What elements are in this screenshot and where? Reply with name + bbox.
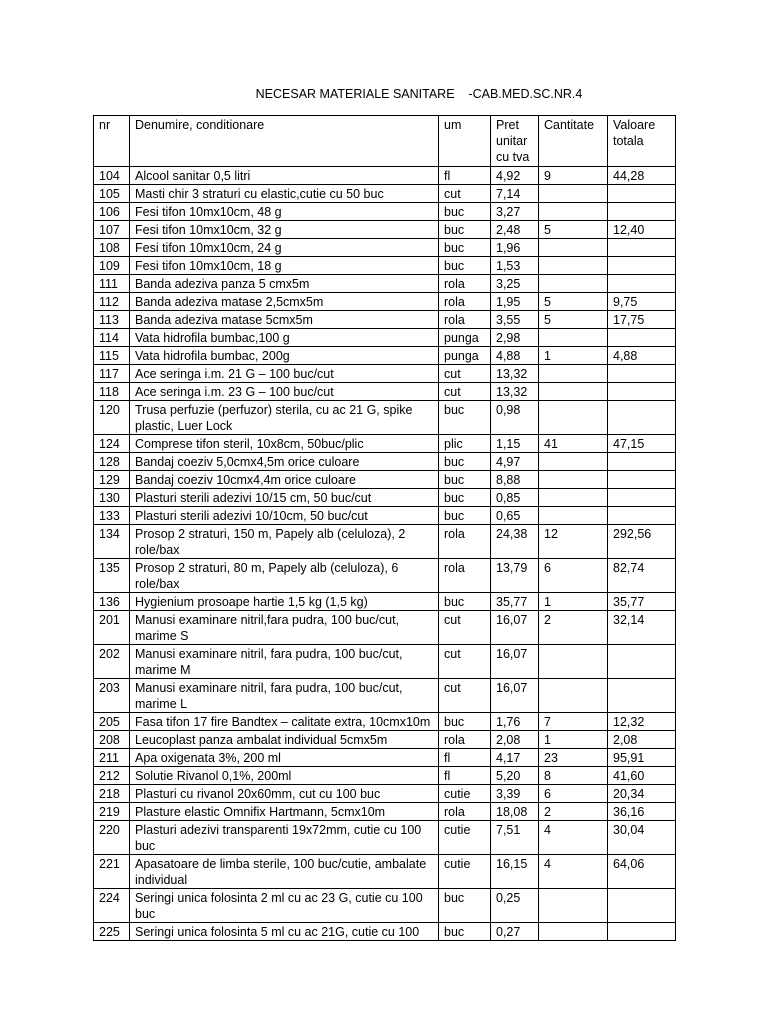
- cell-nr: 107: [94, 221, 130, 239]
- cell-valoare: 9,75: [608, 293, 676, 311]
- cell-pret: 4,97: [491, 453, 539, 471]
- cell-denumire: Fesi tifon 10mx10cm, 48 g: [130, 203, 439, 221]
- cell-denumire: Vata hidrofila bumbac,100 g: [130, 329, 439, 347]
- cell-um: punga: [439, 347, 491, 365]
- cell-cantitate: [539, 453, 608, 471]
- table-row: [94, 713, 676, 731]
- cell-valoare: 47,15: [608, 435, 676, 453]
- cell-denumire: Banda adeziva matase 5cmx5m: [130, 311, 439, 329]
- cell-um: fl: [439, 167, 491, 185]
- cell-um: plic: [439, 435, 491, 453]
- cell-nr: 113: [94, 311, 130, 329]
- cell-um: buc: [439, 453, 491, 471]
- cell-denumire: Seringi unica folosinta 5 ml cu ac 21G, cutie cu 100: [130, 923, 439, 941]
- cell-nr: 203: [94, 679, 130, 713]
- cell-nr: 133: [94, 507, 130, 525]
- cell-um: rola: [439, 525, 491, 559]
- header-valoare: Valoare totala: [608, 116, 676, 167]
- table-row: [94, 525, 676, 559]
- cell-pret: 4,92: [491, 167, 539, 185]
- cell-nr: 208: [94, 731, 130, 749]
- cell-um: cutie: [439, 821, 491, 855]
- cell-valoare: 35,77: [608, 593, 676, 611]
- cell-valoare: 30,04: [608, 821, 676, 855]
- cell-cantitate: 7: [539, 713, 608, 731]
- cell-pret: 1,95: [491, 293, 539, 311]
- cell-nr: 220: [94, 821, 130, 855]
- cell-cantitate: [539, 679, 608, 713]
- cell-um: buc: [439, 889, 491, 923]
- header-cantitate: Cantitate: [539, 116, 608, 167]
- table-row: [94, 611, 676, 645]
- cell-um: buc: [439, 471, 491, 489]
- cell-nr: 105: [94, 185, 130, 203]
- cell-valoare: [608, 275, 676, 293]
- cell-cantitate: [539, 889, 608, 923]
- cell-cantitate: 1: [539, 731, 608, 749]
- table-row: [94, 821, 676, 855]
- table-row: [94, 855, 676, 889]
- cell-valoare: 17,75: [608, 311, 676, 329]
- cell-cantitate: [539, 329, 608, 347]
- cell-cantitate: 12: [539, 525, 608, 559]
- cell-um: cut: [439, 365, 491, 383]
- table-row: [94, 221, 676, 239]
- cell-nr: 135: [94, 559, 130, 593]
- table-row: [94, 383, 676, 401]
- cell-pret: 0,25: [491, 889, 539, 923]
- cell-um: cut: [439, 383, 491, 401]
- table-row: [94, 185, 676, 203]
- cell-pret: 4,88: [491, 347, 539, 365]
- cell-nr: 106: [94, 203, 130, 221]
- cell-um: buc: [439, 221, 491, 239]
- cell-denumire: Vata hidrofila bumbac, 200g: [130, 347, 439, 365]
- cell-valoare: [608, 453, 676, 471]
- cell-cantitate: [539, 257, 608, 275]
- cell-denumire: Plasturi sterili adezivi 10/15 cm, 50 buc/cut: [130, 489, 439, 507]
- cell-pret: 16,07: [491, 679, 539, 713]
- cell-um: rola: [439, 731, 491, 749]
- cell-cantitate: [539, 489, 608, 507]
- cell-denumire: Manusi examinare nitril, fara pudra, 100 buc/cut, marime L: [130, 679, 439, 713]
- table-row: [94, 311, 676, 329]
- cell-denumire: Banda adeziva panza 5 cmx5m: [130, 275, 439, 293]
- cell-denumire: Plasturi adezivi transparenti 19x72mm, cutie cu 100 buc: [130, 821, 439, 855]
- table-row: [94, 275, 676, 293]
- cell-valoare: [608, 257, 676, 275]
- cell-cantitate: 2: [539, 803, 608, 821]
- cell-pret: 0,98: [491, 401, 539, 435]
- cell-valoare: [608, 383, 676, 401]
- cell-pret: 7,51: [491, 821, 539, 855]
- cell-um: buc: [439, 507, 491, 525]
- cell-cantitate: [539, 275, 608, 293]
- cell-pret: 5,20: [491, 767, 539, 785]
- cell-denumire: Fesi tifon 10mx10cm, 32 g: [130, 221, 439, 239]
- cell-nr: 211: [94, 749, 130, 767]
- cell-pret: 13,32: [491, 383, 539, 401]
- cell-nr: 115: [94, 347, 130, 365]
- cell-nr: 130: [94, 489, 130, 507]
- table-row: [94, 923, 676, 941]
- cell-pret: 3,39: [491, 785, 539, 803]
- cell-pret: 2,08: [491, 731, 539, 749]
- cell-um: cut: [439, 645, 491, 679]
- cell-nr: 117: [94, 365, 130, 383]
- cell-pret: 35,77: [491, 593, 539, 611]
- table-row: [94, 889, 676, 923]
- cell-um: cut: [439, 679, 491, 713]
- cell-cantitate: [539, 365, 608, 383]
- cell-denumire: Prosop 2 straturi, 150 m, Papely alb (celuloza), 2 role/bax: [130, 525, 439, 559]
- cell-nr: 108: [94, 239, 130, 257]
- cell-cantitate: [539, 471, 608, 489]
- cell-valoare: [608, 471, 676, 489]
- cell-pret: 0,85: [491, 489, 539, 507]
- cell-cantitate: 6: [539, 785, 608, 803]
- cell-pret: 0,65: [491, 507, 539, 525]
- cell-valoare: [608, 239, 676, 257]
- header-nr: nr: [94, 116, 130, 167]
- table-row: [94, 239, 676, 257]
- cell-pret: 24,38: [491, 525, 539, 559]
- cell-valoare: 12,32: [608, 713, 676, 731]
- cell-um: cutie: [439, 785, 491, 803]
- table-row: [94, 559, 676, 593]
- cell-denumire: Manusi examinare nitril,fara pudra, 100 buc/cut, marime S: [130, 611, 439, 645]
- cell-pret: 16,07: [491, 645, 539, 679]
- cell-denumire: Fasa tifon 17 fire Bandtex – calitate extra, 10cmx10m: [130, 713, 439, 731]
- cell-cantitate: 4: [539, 855, 608, 889]
- table-row: [94, 471, 676, 489]
- cell-cantitate: [539, 203, 608, 221]
- cell-nr: 128: [94, 453, 130, 471]
- cell-valoare: [608, 679, 676, 713]
- cell-pret: 1,96: [491, 239, 539, 257]
- cell-cantitate: 23: [539, 749, 608, 767]
- cell-cantitate: [539, 645, 608, 679]
- cell-nr: 114: [94, 329, 130, 347]
- cell-pret: 1,15: [491, 435, 539, 453]
- table-row: [94, 401, 676, 435]
- materials-table: [93, 115, 676, 941]
- cell-denumire: Plasturi sterili adezivi 10/10cm, 50 buc/cut: [130, 507, 439, 525]
- cell-um: buc: [439, 489, 491, 507]
- cell-cantitate: 1: [539, 593, 608, 611]
- cell-valoare: [608, 889, 676, 923]
- cell-nr: 120: [94, 401, 130, 435]
- cell-pret: 3,25: [491, 275, 539, 293]
- cell-valoare: 4,88: [608, 347, 676, 365]
- cell-denumire: Seringi unica folosinta 2 ml cu ac 23 G, cutie cu 100 buc: [130, 889, 439, 923]
- cell-valoare: 82,74: [608, 559, 676, 593]
- cell-cantitate: 5: [539, 311, 608, 329]
- cell-denumire: Masti chir 3 straturi cu elastic,cutie cu 50 buc: [130, 185, 439, 203]
- cell-pret: 8,88: [491, 471, 539, 489]
- cell-denumire: Solutie Rivanol 0,1%, 200ml: [130, 767, 439, 785]
- cell-denumire: Ace seringa i.m. 21 G – 100 buc/cut: [130, 365, 439, 383]
- cell-denumire: Leucoplast panza ambalat individual 5cmx5m: [130, 731, 439, 749]
- table-row: [94, 203, 676, 221]
- cell-cantitate: 5: [539, 293, 608, 311]
- table-row: [94, 645, 676, 679]
- table-row: [94, 293, 676, 311]
- cell-valoare: 32,14: [608, 611, 676, 645]
- cell-nr: 129: [94, 471, 130, 489]
- cell-valoare: 95,91: [608, 749, 676, 767]
- cell-cantitate: [539, 923, 608, 941]
- cell-nr: 124: [94, 435, 130, 453]
- cell-um: cut: [439, 611, 491, 645]
- cell-denumire: Fesi tifon 10mx10cm, 24 g: [130, 239, 439, 257]
- cell-valoare: 12,40: [608, 221, 676, 239]
- cell-cantitate: [539, 401, 608, 435]
- cell-nr: 205: [94, 713, 130, 731]
- cell-um: buc: [439, 713, 491, 731]
- cell-pret: 7,14: [491, 185, 539, 203]
- table-row: [94, 731, 676, 749]
- cell-nr: 118: [94, 383, 130, 401]
- cell-cantitate: [539, 383, 608, 401]
- cell-cantitate: [539, 185, 608, 203]
- cell-denumire: Prosop 2 straturi, 80 m, Papely alb (celuloza), 6 role/bax: [130, 559, 439, 593]
- cell-um: buc: [439, 257, 491, 275]
- cell-denumire: Apa oxigenata 3%, 200 ml: [130, 749, 439, 767]
- cell-pret: 4,17: [491, 749, 539, 767]
- cell-pret: 3,55: [491, 311, 539, 329]
- table-header-row: [94, 116, 676, 167]
- cell-cantitate: 6: [539, 559, 608, 593]
- cell-um: rola: [439, 311, 491, 329]
- cell-pret: 1,76: [491, 713, 539, 731]
- header-pret: Pret unitar cu tva: [491, 116, 539, 167]
- cell-um: punga: [439, 329, 491, 347]
- cell-um: buc: [439, 401, 491, 435]
- cell-um: rola: [439, 803, 491, 821]
- cell-cantitate: 5: [539, 221, 608, 239]
- cell-um: buc: [439, 203, 491, 221]
- table-row: [94, 803, 676, 821]
- cell-pret: 1,53: [491, 257, 539, 275]
- table-row: [94, 679, 676, 713]
- table-row: [94, 167, 676, 185]
- page-title: NECESAR MATERIALE SANITARE -CAB.MED.SC.NR.4: [255, 87, 583, 101]
- cell-nr: 225: [94, 923, 130, 941]
- cell-denumire: Plasturi cu rivanol 20x60mm, cut cu 100 buc: [130, 785, 439, 803]
- cell-valoare: [608, 365, 676, 383]
- cell-pret: 18,08: [491, 803, 539, 821]
- cell-valoare: [608, 185, 676, 203]
- cell-nr: 201: [94, 611, 130, 645]
- table-row: [94, 347, 676, 365]
- table-row: [94, 593, 676, 611]
- cell-denumire: Comprese tifon steril, 10x8cm, 50buc/plic: [130, 435, 439, 453]
- cell-pret: 2,48: [491, 221, 539, 239]
- cell-um: cut: [439, 185, 491, 203]
- cell-nr: 104: [94, 167, 130, 185]
- cell-denumire: Banda adeziva matase 2,5cmx5m: [130, 293, 439, 311]
- cell-denumire: Manusi examinare nitril, fara pudra, 100 buc/cut, marime M: [130, 645, 439, 679]
- cell-nr: 111: [94, 275, 130, 293]
- cell-denumire: Alcool sanitar 0,5 litri: [130, 167, 439, 185]
- cell-cantitate: 41: [539, 435, 608, 453]
- table-row: [94, 329, 676, 347]
- cell-nr: 109: [94, 257, 130, 275]
- cell-denumire: Fesi tifon 10mx10cm, 18 g: [130, 257, 439, 275]
- cell-cantitate: 1: [539, 347, 608, 365]
- cell-pret: 0,27: [491, 923, 539, 941]
- cell-cantitate: 8: [539, 767, 608, 785]
- cell-denumire: Plasture elastic Omnifix Hartmann, 5cmx10m: [130, 803, 439, 821]
- cell-valoare: [608, 329, 676, 347]
- table-body: [94, 167, 676, 941]
- cell-valoare: 64,06: [608, 855, 676, 889]
- cell-denumire: Apasatoare de limba sterile, 100 buc/cutie, ambalate individual: [130, 855, 439, 889]
- cell-valoare: [608, 645, 676, 679]
- cell-nr: 218: [94, 785, 130, 803]
- cell-um: fl: [439, 767, 491, 785]
- header-um: um: [439, 116, 491, 167]
- cell-um: cutie: [439, 855, 491, 889]
- cell-um: rola: [439, 275, 491, 293]
- table-row: [94, 785, 676, 803]
- cell-nr: 219: [94, 803, 130, 821]
- cell-valoare: 36,16: [608, 803, 676, 821]
- cell-valoare: 20,34: [608, 785, 676, 803]
- cell-denumire: Hygienium prosoape hartie 1,5 kg (1,5 kg): [130, 593, 439, 611]
- cell-nr: 134: [94, 525, 130, 559]
- cell-denumire: Bandaj coeziv 10cmx4,4m orice culoare: [130, 471, 439, 489]
- cell-nr: 221: [94, 855, 130, 889]
- cell-cantitate: [539, 239, 608, 257]
- table-row: [94, 257, 676, 275]
- cell-um: buc: [439, 239, 491, 257]
- table-row: [94, 767, 676, 785]
- cell-nr: 212: [94, 767, 130, 785]
- cell-pret: 2,98: [491, 329, 539, 347]
- cell-valoare: [608, 923, 676, 941]
- table-row: [94, 489, 676, 507]
- cell-pret: 16,15: [491, 855, 539, 889]
- cell-pret: 16,07: [491, 611, 539, 645]
- table-row: [94, 365, 676, 383]
- table-row: [94, 453, 676, 471]
- cell-denumire: Trusa perfuzie (perfuzor) sterila, cu ac 21 G, spike plastic, Luer Lock: [130, 401, 439, 435]
- cell-um: rola: [439, 559, 491, 593]
- cell-valoare: [608, 401, 676, 435]
- cell-pret: 13,32: [491, 365, 539, 383]
- table-row: [94, 749, 676, 767]
- cell-cantitate: 4: [539, 821, 608, 855]
- cell-nr: 202: [94, 645, 130, 679]
- cell-denumire: Ace seringa i.m. 23 G – 100 buc/cut: [130, 383, 439, 401]
- cell-valoare: 2,08: [608, 731, 676, 749]
- cell-nr: 136: [94, 593, 130, 611]
- cell-cantitate: [539, 507, 608, 525]
- cell-denumire: Bandaj coeziv 5,0cmx4,5m orice culoare: [130, 453, 439, 471]
- cell-valoare: 44,28: [608, 167, 676, 185]
- cell-valoare: 292,56: [608, 525, 676, 559]
- cell-nr: 112: [94, 293, 130, 311]
- cell-valoare: [608, 489, 676, 507]
- cell-cantitate: 9: [539, 167, 608, 185]
- cell-pret: 13,79: [491, 559, 539, 593]
- cell-valoare: [608, 507, 676, 525]
- header-denumire: Denumire, conditionare: [130, 116, 439, 167]
- cell-um: fl: [439, 749, 491, 767]
- cell-um: rola: [439, 293, 491, 311]
- cell-um: buc: [439, 923, 491, 941]
- table-row: [94, 435, 676, 453]
- cell-valoare: [608, 203, 676, 221]
- cell-um: buc: [439, 593, 491, 611]
- cell-pret: 3,27: [491, 203, 539, 221]
- cell-valoare: 41,60: [608, 767, 676, 785]
- table-row: [94, 507, 676, 525]
- cell-nr: 224: [94, 889, 130, 923]
- cell-cantitate: 2: [539, 611, 608, 645]
